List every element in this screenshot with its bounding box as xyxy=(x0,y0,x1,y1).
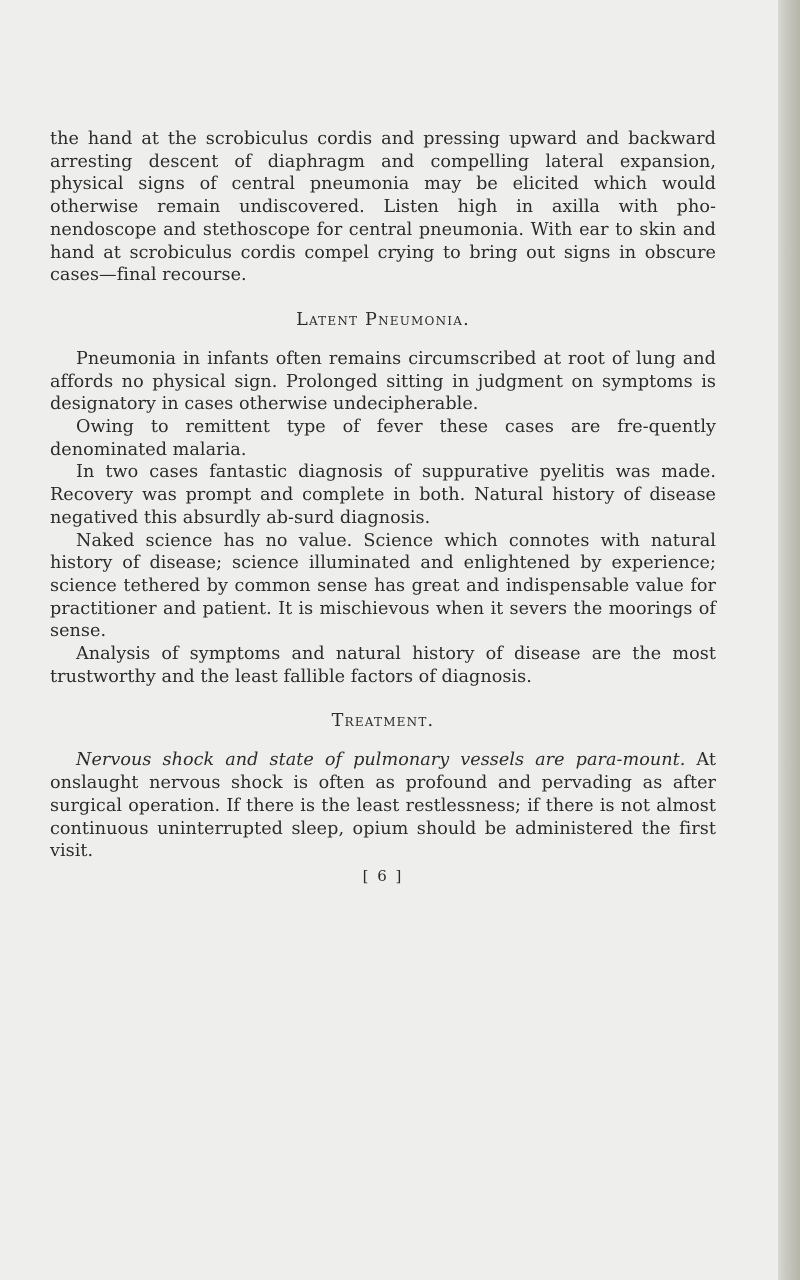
intro-paragraph: the hand at the scrobiculus cordis and pressing upward and backward arresting descent of diaphragm and compelling lateral expansion, physical signs of central pneumonia may be elicited which would otherwise remain undiscovered. Listen high in axilla with pho-nendoscope and stethoscope for central pneumonia. With ear to skin and hand at scrobiculus cordis compel crying to bring out signs in obscure cases—final recourse. xyxy=(50,129,716,286)
latent-paragraph-4: Naked science has no value. Science which connotes with natural history of disease; science illuminated and enlightened by experience; science tethered by common sense has great and indispensable value for practitioner and patient. It is mischievous when it severs the moorings of sense. xyxy=(50,530,716,642)
page-number: [ 6 ] xyxy=(362,866,404,885)
treatment-italic-lead: Nervous shock and state of pulmonary vessels are para-mount. xyxy=(76,750,686,771)
latent-paragraph-5: Analysis of symptoms and natural history of disease are the most trustworthy and the least fallible factors of diagnosis. xyxy=(50,644,716,687)
treatment-paragraph xyxy=(50,749,716,863)
latent-paragraph-2: Owing to remittent type of fever these cases are fre-quently denominated malaria. xyxy=(50,417,716,460)
section-heading-latent-pneumonia: Latent Pneumonia. xyxy=(296,309,470,330)
latent-paragraph-3: In two cases fantastic diagnosis of suppurative pyelitis was made. Recovery was prompt and complete in both. Natural history of disease negatived this absurdly ab-surd diagnosis. xyxy=(50,462,716,528)
treatment-text: At onslaught nervous shock is often as profound and pervading as after surgical operation. If there is the least restlessness; if there is not almost continuous uninterrupted sleep, opium should be administered the first visit. xyxy=(50,750,716,862)
section-heading-treatment: Treatment. xyxy=(331,711,435,732)
page-edge-shadow xyxy=(778,0,800,1280)
page-body xyxy=(50,128,716,885)
latent-paragraph-1: Pneumonia in infants often remains circumscribed at root of lung and affords no physical sign. Prolonged sitting in judgment on symptoms is designatory in cases otherwise undecipherable. xyxy=(50,348,716,415)
